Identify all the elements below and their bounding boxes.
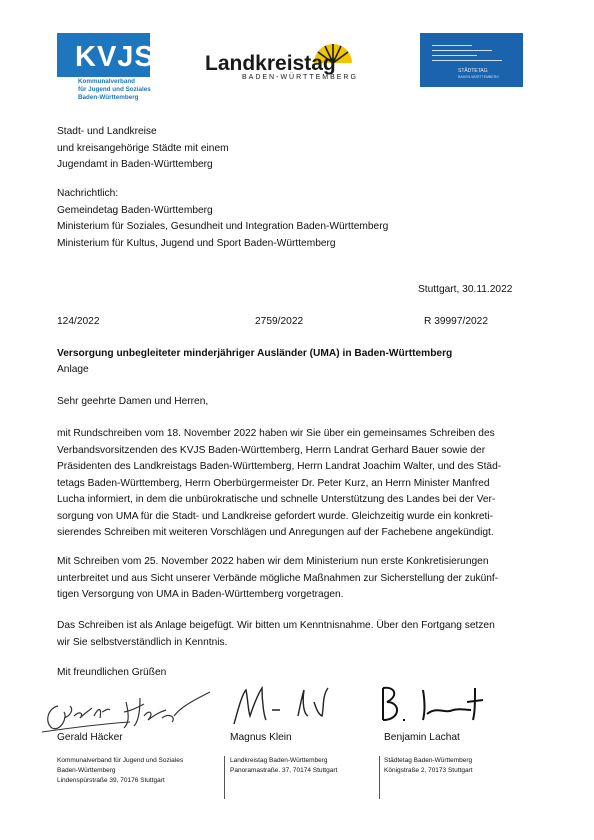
signature-klein bbox=[228, 680, 338, 730]
body-paragraph-2 bbox=[57, 554, 498, 604]
footer-line: Städtetag Baden-Württemberg bbox=[384, 757, 473, 764]
kvjs-sub-line: Kommunalverband bbox=[78, 78, 136, 85]
footer-line: Lindenspürstraße 39, 70176 Stuttgart bbox=[57, 777, 165, 784]
reference-landkreistag: 2759/2022 bbox=[255, 316, 304, 327]
body-line: Lucha informiert, in dem die unbürokratische und schnelle Unterstützung des Landes bei der Ver- bbox=[57, 494, 496, 505]
signatory-lachat: Benjamin Lachat bbox=[384, 732, 460, 743]
body-line: mit Rundschreiben vom 18. November 2022 haben wir Sie über ein gemeinsames Schreiben des bbox=[57, 428, 495, 439]
signature-lachat bbox=[375, 680, 505, 730]
footer-divider bbox=[224, 756, 225, 799]
kvjs-logo-word: KVJS bbox=[75, 41, 155, 73]
closing: Mit freundlichen Grüßen bbox=[57, 667, 167, 678]
body-paragraph-1 bbox=[57, 426, 501, 542]
cc-label: Nachrichtlich: bbox=[57, 188, 119, 199]
body-line: sorgung von UMA für die Stadt- und Landkreise gefordert wurde. Gleichzeitig wurde ein konkreti- bbox=[57, 510, 494, 522]
signatory-klein: Magnus Klein bbox=[230, 732, 292, 743]
kvjs-logo bbox=[57, 33, 155, 103]
landkreistag-logo-word: Landkreistag bbox=[205, 52, 336, 75]
footer-kvjs-address bbox=[57, 756, 183, 786]
footer-line: Landkreistag Baden-Württemberg bbox=[230, 757, 328, 764]
salutation: Sehr geehrte Damen und Herren, bbox=[57, 396, 209, 407]
footer-line: Kommunalverband für Jugend und Soziales bbox=[57, 757, 184, 764]
body-line: Das Schreiben ist als Anlage beigefügt. Wir bitten um Kenntnisnahme. Über den Fortgang setzen bbox=[57, 620, 495, 631]
staedtetag-logo-word: STÄDTETAG bbox=[458, 68, 488, 74]
footer-landkreistag-address bbox=[230, 756, 337, 776]
kvjs-sub-line: für Jugend und Soziales bbox=[78, 86, 151, 93]
body-line: wir Sie selbstverständlich in Kenntnis. bbox=[57, 636, 228, 648]
attachment-label: Anlage bbox=[57, 364, 89, 375]
signatory-haecker: Gerald Häcker bbox=[57, 732, 123, 743]
body-line: Verbandsvorsitzenden des KVJS Baden-Württemberg, Herrn Landrat Gerhard Bauer sowie der bbox=[57, 444, 486, 456]
footer-line: Königstraße 2, 70173 Stuttgart bbox=[384, 767, 473, 774]
recipient-block bbox=[57, 124, 229, 174]
reference-kvjs: 124/2022 bbox=[57, 316, 100, 327]
body-line: sierendes Schreiben mit weiteren Vorschlägen und Anregungen auf der Fachebene angekündigt. bbox=[57, 527, 494, 538]
staedtetag-logo-subtitle: BADEN-WÜRTTEMBERG bbox=[458, 75, 499, 79]
footer-divider bbox=[379, 756, 380, 799]
body-paragraph-3 bbox=[57, 618, 495, 651]
footer-staedtetag-address bbox=[384, 756, 473, 776]
cc-line: Gemeindetag Baden-Württemberg bbox=[57, 204, 213, 216]
landkreistag-logo-subtitle: BADEN-WÜRTTEMBERG bbox=[242, 74, 358, 81]
cc-block bbox=[57, 186, 388, 252]
reference-staedtetag: R 39997/2022 bbox=[424, 316, 489, 327]
footer-line: Baden-Württemberg bbox=[57, 767, 116, 774]
cc-line: Ministerium für Kultus, Jugend und Sport Baden-Württemberg bbox=[57, 237, 336, 249]
body-line: unterbreitet und aus Sicht unserer Verbände mögliche Maßnahmen zur Sicherstellung der zukünf- bbox=[57, 572, 499, 584]
recipient-line: Stadt- und Landkreise bbox=[57, 126, 157, 137]
kvjs-sub-line: Baden-Württemberg bbox=[78, 94, 139, 101]
kvjs-logo-subtitle bbox=[78, 78, 151, 102]
recipient-line: Jugendamt in Baden-Württemberg bbox=[57, 159, 213, 170]
letter-subject: Versorgung unbegleiteter minderjähriger Ausländer (UMA) in Baden-Württemberg bbox=[57, 348, 453, 359]
letter-date: Stuttgart, 30.11.2022 bbox=[418, 284, 513, 295]
body-line: tigen Versorgung von UMA in Baden-Württemberg vorgetragen. bbox=[57, 589, 344, 600]
kvjs-logo-box bbox=[57, 33, 155, 77]
recipient-line: und kreisangehörige Städte mit einem bbox=[57, 142, 229, 154]
cc-line: Ministerium für Soziales, Gesundheit und Integration Baden-Württemberg bbox=[57, 221, 389, 232]
staedtetag-logo bbox=[420, 33, 523, 87]
body-line: Mit Schreiben vom 25. November 2022 haben wir dem Ministerium nun erste Konkretisierungen bbox=[57, 556, 489, 567]
body-line: tetags Baden-Württemberg, Herrn Oberbürgermeister Dr. Peter Kurz, an Herrn Minister Manfred bbox=[57, 477, 490, 489]
signature-haecker bbox=[40, 688, 215, 736]
body-line: Präsidenten des Landkreistags Baden-Württemberg, Herrn Landrat Joachim Walter, und des Städ- bbox=[57, 461, 502, 472]
footer-line: Panoramastraße. 37, 70174 Stuttgart bbox=[230, 767, 338, 774]
